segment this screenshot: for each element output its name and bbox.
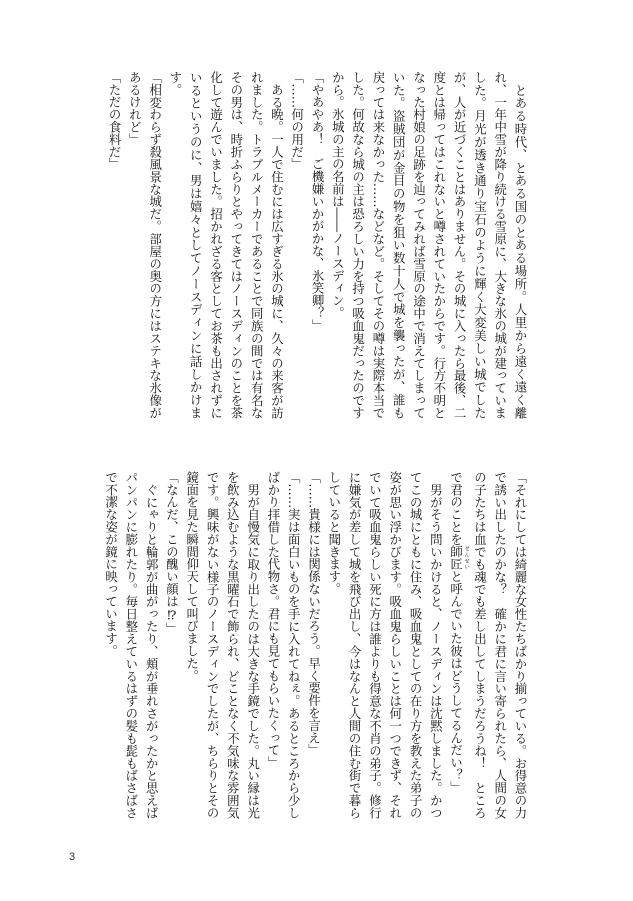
text-column: です。興味がない様子のノースディンでしたが、ちらりとその — [205, 471, 221, 819]
text-column: なった村娘の足跡を辿ってみれば雪原の途中で消えてしまって — [411, 71, 427, 419]
dialogue-column: の子たちは血でも魂でも差し出してしまうだろうね！ ところ — [472, 471, 488, 819]
dialogue-column: 「ただの食料だ」 — [107, 71, 123, 171]
text-column: いるというのに、男は嬉々としてノースディンに話しかけま — [188, 71, 204, 419]
text-column: から。氷城の主の名前は――ノースディン。 — [330, 71, 346, 319]
ruby-text: せんせい — [463, 545, 470, 571]
ruby-base: 師匠 — [448, 545, 464, 571]
text-column: していると聞きます。 — [326, 471, 342, 595]
dialogue-column-with-ruby — [445, 471, 469, 819]
text-column: 姿が思い浮かびます。吸血鬼らしいことは何一つできず、それ — [387, 471, 403, 819]
text-column: で不潔な姿が鏡に映っています。 — [103, 471, 119, 657]
dialogue-column: 「なんだ、この醜い顔は⁉」 — [164, 471, 180, 635]
text-block-bottom — [103, 471, 530, 819]
ruby-annotation — [448, 545, 470, 571]
text-block-top — [103, 71, 530, 419]
text-column: でいて吸血鬼らしい死に方は誰よりも得意な不肖の弟子。修行 — [367, 471, 383, 819]
text-column: てこの城にともに住み、吸血鬼としての在り方を教えた弟子の — [408, 471, 424, 819]
text-column: を飲み込むような黒曜石で飾られ、どことなく不気味な雰囲気 — [225, 471, 241, 819]
dialogue-column: 「……貴様には関係ないだろう。早く要件を言え」 — [306, 471, 322, 757]
text-column: が、人が近づくことはありません。その城に入ったら最後、二 — [452, 71, 468, 419]
text-column: 男が自慢気に取り出したのは大きな手鏡でした。丸い縁は光 — [245, 471, 261, 819]
text-column: 男がそう問いかけると、ノースディンは沈黙しました。かつ — [428, 471, 444, 819]
text-column: れました。トラブルメーカーであることで同族の間では有名な — [249, 71, 265, 419]
dialogue-column: ばかり拝借した代物さ。君にも見てもらいたくって」 — [265, 471, 281, 769]
text-column: その男は、時折ふらりとやってきてはノースディンのことを茶 — [228, 71, 244, 419]
dialogue-column: 「……実は面白いものを手に入れてねぇ。あるところから少し — [286, 471, 302, 819]
text-column: 化して遊んでいました。招かれざる客としてお茶も出されずに — [208, 71, 224, 419]
text-column: パンパンに膨れたり。毎日整えているはずの髪も髭もばさばさ — [123, 471, 139, 819]
text-segment: で君のことを — [448, 471, 464, 546]
text-column: す。 — [167, 71, 183, 96]
text-column: いた。盗賊団が金目の物を狙い数十人で城を襲ったが、誰も — [391, 71, 407, 419]
dialogue-column: 「やあやあ！ ご機嫌いかがかな、氷笑卿？」 — [310, 71, 326, 332]
dialogue-column: あるけれど」 — [127, 71, 143, 146]
text-column: ある晩。一人で住むには広すぎる氷の城に、久々の来客が訪 — [269, 71, 285, 419]
text-column: ぐにゃりと輪郭が曲がったり、頬が垂れさがったかと思えば — [144, 471, 160, 819]
text-column: に嫌気が差して城を飛び出し、今はなんと人間の住む街で暮ら — [347, 471, 363, 819]
dialogue-column: 「……何の用だ」 — [289, 71, 305, 171]
text-column: 鏡面を見た瞬間仰天して叫びました。 — [184, 471, 200, 682]
text-column: した。月光が透き通り宝石のように輝く大変美しい城でした — [472, 71, 488, 419]
dialogue-column: 「それにしては綺麗な女性たちばかり揃っている。お得意の力 — [513, 471, 528, 819]
text-column: とある時代、とある国のとある場所。人里から遠く遠く離 — [513, 71, 528, 419]
text-column: した。何故なら城の主は恐ろしい力を持つ吸血鬼だったのです — [350, 71, 366, 419]
text-column: 度とは帰ってはこれないと噂されていたからです。行方不明と — [431, 71, 447, 419]
dialogue-column: 「相変わらず殺風景な城だ。部屋の奥の方にはステキな氷像が — [147, 71, 163, 419]
dialogue-column: で誘い出したのかな？ 確かに君に言い寄られたら、人間の女 — [492, 471, 508, 819]
text-column: れ、一年中雪が降り続ける雪原に、大きな氷の城が建っていま — [492, 71, 508, 419]
text-segment: と呼んでいた彼はどうしてるんだい？」 — [448, 570, 464, 794]
page-number: 3 — [69, 851, 76, 863]
text-column: 戻っては来なかった……などなど。そしてその噂は実際本当で — [370, 71, 386, 419]
